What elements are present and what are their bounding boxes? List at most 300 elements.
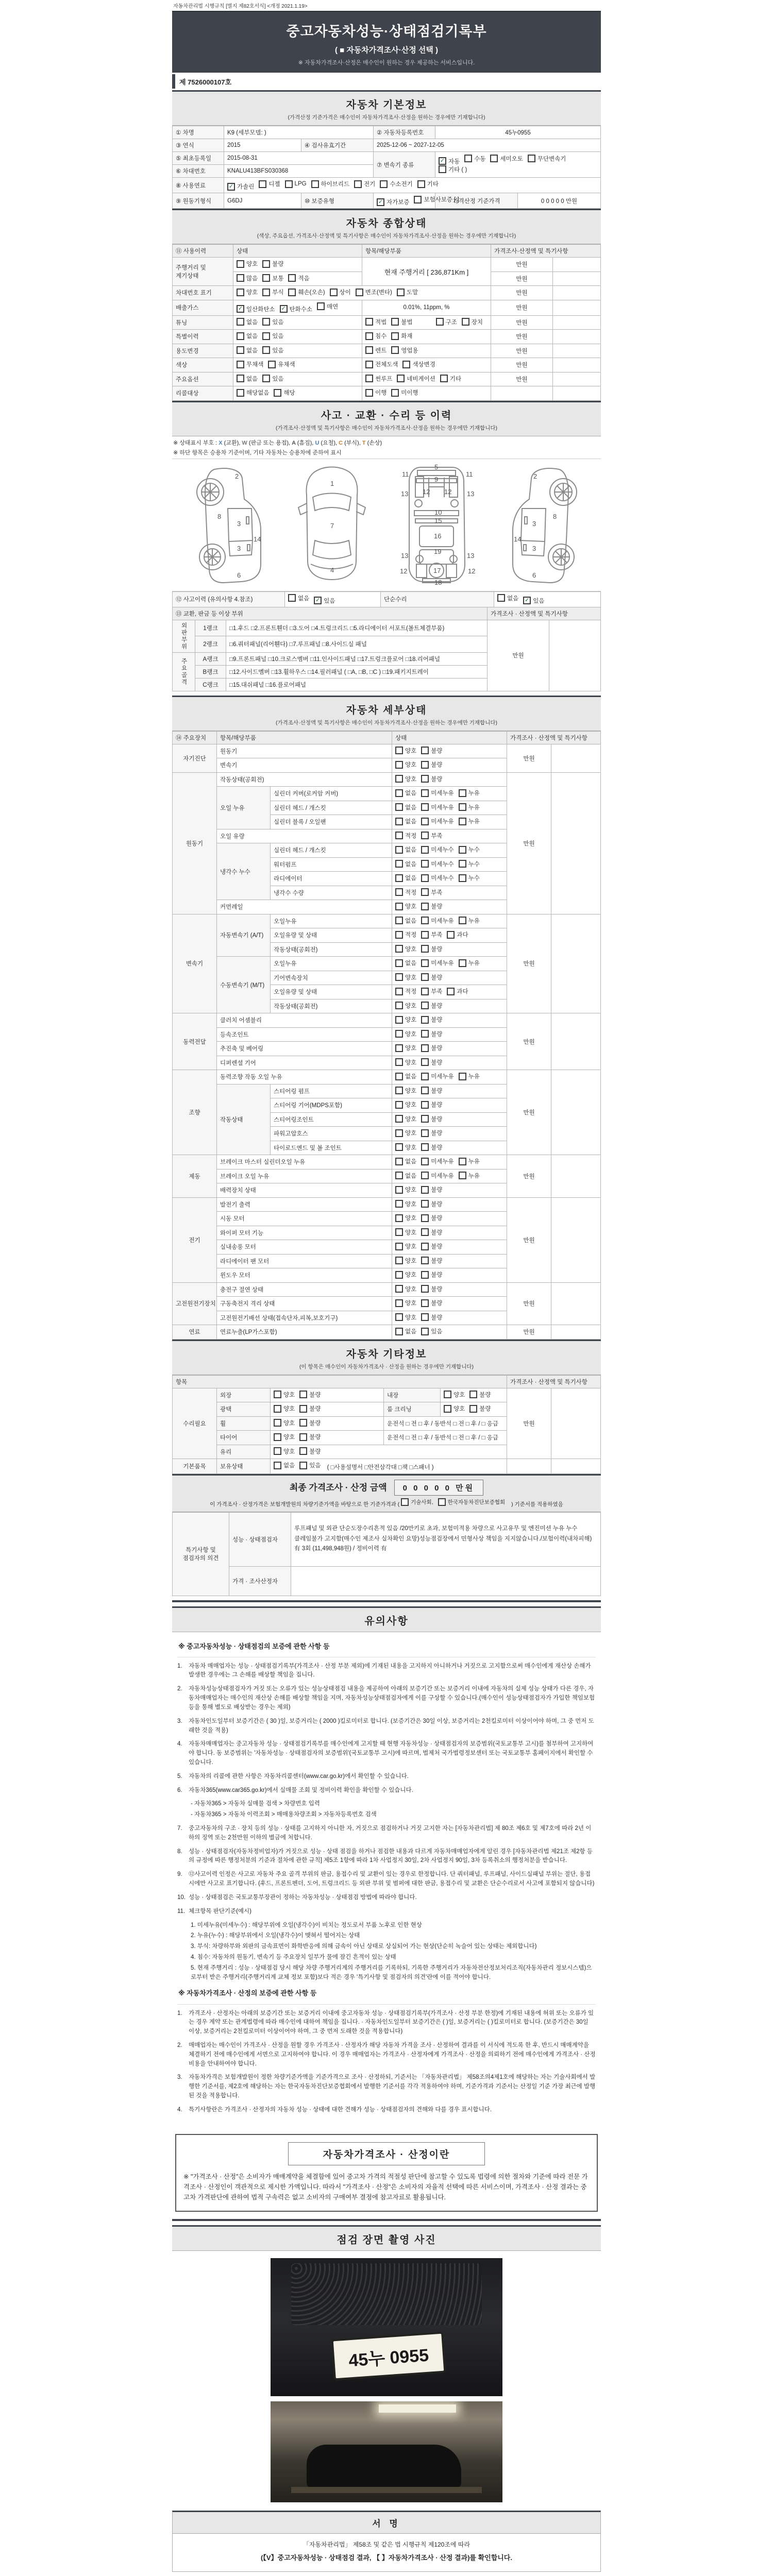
checkbox-box-icon[interactable] [421, 761, 429, 769]
checkbox-box-icon[interactable] [274, 1391, 281, 1398]
checkbox-box-icon[interactable] [237, 274, 244, 282]
checkbox-box-icon[interactable] [395, 931, 403, 939]
checkbox-box-icon[interactable] [274, 1419, 281, 1427]
checkbox-기타[interactable] [417, 180, 439, 188]
checkbox-누유[interactable] [459, 959, 480, 967]
checkbox-부족[interactable] [421, 888, 442, 896]
checkbox-box-icon[interactable] [237, 332, 244, 340]
checkbox-box-icon[interactable] [459, 959, 466, 967]
checkbox-불량[interactable] [421, 1044, 442, 1052]
checkbox-없음[interactable] [288, 594, 309, 602]
checkbox-box-icon[interactable] [421, 1186, 429, 1194]
checkbox-box-icon[interactable] [397, 375, 405, 382]
checkbox-box-icon[interactable]: ✓ [227, 183, 235, 191]
checkbox-box-icon[interactable] [447, 988, 455, 995]
checkbox-box-icon[interactable] [299, 1433, 307, 1441]
checkbox-탄화수소[interactable] [280, 305, 312, 313]
checkbox-불량[interactable] [421, 1030, 442, 1038]
checkbox-box-icon[interactable]: ✓ [523, 597, 531, 604]
checkbox-불량[interactable] [299, 1447, 321, 1455]
checkbox-box-icon[interactable] [274, 1433, 281, 1441]
checkbox-미세누유[interactable] [421, 789, 453, 797]
checkbox-box-icon[interactable]: ✓ [377, 198, 384, 206]
checkbox-box-icon[interactable] [365, 332, 373, 340]
checkbox-box-icon[interactable] [421, 1101, 429, 1109]
checkbox-LPG[interactable] [285, 180, 307, 188]
checkbox-box-icon[interactable] [311, 180, 319, 188]
checkbox-box-icon[interactable] [395, 1257, 403, 1264]
checkbox-box-icon[interactable] [395, 917, 403, 924]
checkbox-box-icon[interactable] [421, 1200, 429, 1208]
checkbox-불량[interactable] [421, 1058, 442, 1066]
checkbox-미세누수[interactable] [421, 860, 453, 868]
checkbox-적법[interactable] [365, 318, 386, 326]
checkbox-box-icon[interactable] [417, 180, 425, 188]
checkbox-box-icon[interactable] [421, 973, 429, 981]
checkbox-적음[interactable] [288, 274, 309, 282]
checkbox-없음[interactable] [274, 1461, 295, 1469]
checkbox-양호[interactable] [395, 1030, 416, 1038]
checkbox-불량[interactable] [299, 1391, 321, 1399]
checkbox-box-icon[interactable] [421, 1299, 429, 1307]
checkbox-box-icon[interactable] [464, 155, 472, 162]
checkbox-양호[interactable] [395, 1228, 416, 1236]
checkbox-누유[interactable] [459, 817, 480, 825]
checkbox-한국자동차진단보증협회[interactable] [438, 1498, 506, 1506]
checkbox-화재[interactable] [391, 332, 412, 340]
checkbox-box-icon[interactable] [421, 1044, 429, 1052]
checkbox-양호[interactable] [395, 945, 416, 953]
checkbox-box-icon[interactable] [421, 931, 429, 939]
checkbox-box-icon[interactable] [395, 803, 403, 811]
checkbox-box-icon[interactable] [299, 1462, 307, 1469]
checkbox-없음[interactable] [395, 845, 416, 854]
checkbox-box-icon[interactable] [268, 361, 276, 368]
checkbox-box-icon[interactable] [421, 846, 429, 854]
checkbox-box-icon[interactable] [395, 846, 403, 854]
checkbox-box-icon[interactable] [459, 1172, 466, 1179]
checkbox-box-icon[interactable] [395, 1158, 403, 1165]
checkbox-box-icon[interactable] [395, 860, 403, 868]
checkbox-없음[interactable] [395, 1172, 416, 1180]
checkbox-box-icon[interactable] [438, 1498, 446, 1506]
checkbox-양호[interactable] [395, 1299, 416, 1307]
checkbox-box-icon[interactable] [330, 289, 338, 296]
checkbox-box-icon[interactable] [421, 988, 429, 995]
checkbox-무채색[interactable] [237, 360, 263, 368]
checkbox-box-icon[interactable] [395, 1172, 403, 1179]
checkbox-box-icon[interactable] [395, 1313, 403, 1321]
checkbox-양호[interactable] [395, 1129, 416, 1137]
checkbox-미세누유[interactable] [421, 959, 453, 967]
checkbox-변조(변타)[interactable] [356, 288, 392, 296]
checkbox-있음[interactable] [314, 597, 335, 605]
checkbox-과다[interactable] [447, 930, 468, 939]
checkbox-box-icon[interactable] [436, 318, 444, 326]
checkbox-box-icon[interactable] [317, 302, 325, 310]
checkbox-box-icon[interactable] [447, 931, 455, 939]
checkbox-훼손(오손)[interactable] [288, 288, 325, 296]
checkbox-box-icon[interactable] [365, 389, 373, 397]
checkbox-box-icon[interactable] [421, 832, 429, 839]
checkbox-불량[interactable] [469, 1404, 491, 1413]
checkbox-box-icon[interactable] [237, 346, 244, 354]
checkbox-무단변속기[interactable] [528, 155, 566, 163]
checkbox-없음[interactable] [237, 318, 258, 326]
checkbox-box-icon[interactable] [459, 789, 466, 797]
checkbox-누유[interactable] [459, 789, 480, 797]
checkbox-없음[interactable] [395, 817, 416, 825]
checkbox-많음[interactable] [237, 274, 258, 282]
checkbox-box-icon[interactable] [421, 874, 429, 882]
checkbox-box-icon[interactable] [356, 289, 363, 296]
checkbox-box-icon[interactable] [262, 346, 270, 354]
checkbox-양호[interactable] [444, 1391, 465, 1399]
checkbox-box-icon[interactable] [237, 375, 244, 382]
checkbox-box-icon[interactable] [459, 803, 466, 811]
checkbox-없음[interactable] [395, 1327, 416, 1335]
checkbox-미세누유[interactable] [421, 1172, 453, 1180]
checkbox-적정[interactable] [395, 832, 416, 840]
checkbox-box-icon[interactable] [299, 1391, 307, 1398]
checkbox-불량[interactable] [421, 1214, 442, 1222]
checkbox-box-icon[interactable] [459, 1073, 466, 1080]
checkbox-box-icon[interactable] [421, 803, 429, 811]
checkbox-box-icon[interactable] [395, 789, 403, 797]
checkbox-불량[interactable] [421, 760, 442, 769]
checkbox-box-icon[interactable] [421, 1214, 429, 1222]
checkbox-box-icon[interactable] [459, 860, 466, 868]
checkbox-미세누수[interactable] [421, 874, 453, 882]
checkbox-box-icon[interactable] [395, 888, 403, 896]
checkbox-box-icon[interactable] [365, 361, 373, 368]
checkbox-누유[interactable] [459, 1157, 480, 1165]
checkbox-box-icon[interactable] [444, 1405, 451, 1413]
checkbox-box-icon[interactable] [469, 1405, 477, 1413]
checkbox-box-icon[interactable] [288, 289, 296, 296]
checkbox-box-icon[interactable] [395, 1143, 403, 1151]
checkbox-전체도색[interactable] [365, 360, 398, 368]
checkbox-box-icon[interactable] [395, 832, 403, 839]
checkbox-box-icon[interactable] [395, 1243, 403, 1250]
checkbox-box-icon[interactable] [395, 1129, 403, 1137]
checkbox-box-icon[interactable] [395, 874, 403, 882]
checkbox-불량[interactable] [421, 1100, 442, 1109]
checkbox-불량[interactable] [421, 1185, 442, 1194]
checkbox-box-icon[interactable] [395, 988, 403, 995]
checkbox-과다[interactable] [447, 987, 468, 995]
checkbox-양호[interactable] [395, 1257, 416, 1265]
checkbox-box-icon[interactable] [421, 1016, 429, 1024]
checkbox-box-icon[interactable] [274, 1405, 281, 1413]
checkbox-box-icon[interactable] [395, 1299, 403, 1307]
checkbox-box-icon[interactable] [395, 1214, 403, 1222]
checkbox-box-icon[interactable] [395, 1228, 403, 1236]
checkbox-box-icon[interactable] [237, 361, 244, 368]
checkbox-box-icon[interactable] [391, 332, 399, 340]
checkbox-있음[interactable] [262, 332, 283, 340]
checkbox-box-icon[interactable] [421, 789, 429, 797]
checkbox-불량[interactable] [421, 1313, 442, 1321]
checkbox-box-icon[interactable] [365, 346, 373, 354]
checkbox-box-icon[interactable] [395, 1328, 403, 1335]
checkbox-불량[interactable] [421, 1257, 442, 1265]
checkbox-불량[interactable] [299, 1419, 321, 1427]
checkbox-침수[interactable] [365, 332, 386, 340]
checkbox-도말[interactable] [397, 288, 418, 296]
checkbox-누수[interactable] [459, 874, 480, 882]
checkbox-양호[interactable] [395, 1115, 416, 1123]
checkbox-양호[interactable] [395, 1200, 416, 1208]
checkbox-box-icon[interactable] [401, 1498, 409, 1506]
checkbox-미세누유[interactable] [421, 817, 453, 825]
checkbox-불량[interactable] [421, 1087, 442, 1095]
checkbox-box-icon[interactable] [421, 775, 429, 783]
checkbox-적정[interactable] [395, 987, 416, 995]
checkbox-불량[interactable] [421, 1228, 442, 1236]
checkbox-box-icon[interactable] [395, 903, 403, 910]
checkbox-box-icon[interactable] [421, 860, 429, 868]
checkbox-부족[interactable] [421, 987, 442, 995]
checkbox-없음[interactable] [395, 860, 416, 868]
checkbox-box-icon[interactable] [421, 959, 429, 967]
checkbox-없음[interactable] [395, 789, 416, 797]
checkbox-불량[interactable] [421, 1015, 442, 1024]
checkbox-box-icon[interactable] [354, 180, 362, 188]
checkbox-box-icon[interactable]: ✓ [280, 305, 288, 313]
checkbox-불량[interactable] [421, 1143, 442, 1151]
checkbox-box-icon[interactable] [421, 1228, 429, 1236]
checkbox-미세누수[interactable] [421, 845, 453, 854]
checkbox-box-icon[interactable] [421, 818, 429, 825]
checkbox-구조[interactable] [436, 318, 457, 326]
checkbox-양호[interactable] [395, 1313, 416, 1321]
checkbox-불량[interactable] [421, 1299, 442, 1307]
checkbox-box-icon[interactable] [395, 1044, 403, 1052]
checkbox-불량[interactable] [299, 1404, 321, 1413]
checkbox-기타[interactable] [440, 375, 461, 383]
checkbox-box-icon[interactable] [421, 1243, 429, 1250]
checkbox-양호[interactable] [395, 1214, 416, 1222]
checkbox-box-icon[interactable] [237, 289, 244, 296]
checkbox-box-icon[interactable] [421, 1257, 429, 1264]
checkbox-box-icon[interactable] [421, 1073, 429, 1080]
checkbox-미세누유[interactable] [421, 803, 453, 811]
checkbox-box-icon[interactable] [421, 903, 429, 910]
checkbox-렌트[interactable] [365, 346, 386, 354]
checkbox-불량[interactable] [262, 260, 283, 268]
checkbox-box-icon[interactable] [395, 1073, 403, 1080]
checkbox-box-icon[interactable] [395, 945, 403, 953]
checkbox-box-icon[interactable] [395, 1016, 403, 1024]
checkbox-box-icon[interactable] [421, 1058, 429, 1066]
checkbox-box-icon[interactable] [395, 761, 403, 769]
checkbox-box-icon[interactable] [395, 1087, 403, 1094]
checkbox-box-icon[interactable] [395, 1186, 403, 1194]
checkbox-없음[interactable] [395, 803, 416, 811]
checkbox-불량[interactable] [421, 1129, 442, 1137]
checkbox-없음[interactable] [237, 375, 258, 383]
checkbox-box-icon[interactable] [395, 1002, 403, 1009]
checkbox-있음[interactable] [262, 318, 283, 326]
checkbox-없음[interactable] [395, 959, 416, 967]
checkbox-box-icon[interactable] [262, 375, 270, 382]
checkbox-box-icon[interactable] [395, 959, 403, 967]
checkbox-불량[interactable] [421, 1200, 442, 1208]
checkbox-box-icon[interactable] [395, 1101, 403, 1109]
checkbox-있음[interactable] [262, 346, 283, 354]
checkbox-box-icon[interactable] [421, 1285, 429, 1293]
checkbox-box-icon[interactable] [299, 1447, 307, 1455]
checkbox-box-icon[interactable] [444, 1391, 451, 1398]
checkbox-보통[interactable] [262, 274, 283, 282]
checkbox-누유[interactable] [459, 1172, 480, 1180]
checkbox-부족[interactable] [421, 930, 442, 939]
checkbox-미세누유[interactable] [421, 1072, 453, 1080]
checkbox-부식[interactable] [262, 288, 283, 296]
checkbox-box-icon[interactable] [262, 289, 270, 296]
checkbox-box-icon[interactable] [237, 389, 244, 397]
checkbox-수동[interactable] [464, 155, 485, 163]
checkbox-양호[interactable] [395, 1143, 416, 1151]
checkbox-box-icon[interactable] [259, 180, 266, 188]
checkbox-box-icon[interactable] [402, 361, 410, 368]
checkbox-가솔린[interactable] [227, 182, 254, 191]
checkbox-box-icon[interactable] [395, 1271, 403, 1279]
checkbox-box-icon[interactable] [395, 1200, 403, 1208]
checkbox-없음[interactable] [395, 1157, 416, 1165]
checkbox-해당[interactable] [274, 388, 295, 397]
checkbox-양호[interactable] [274, 1447, 295, 1455]
checkbox-미세누유[interactable] [421, 917, 453, 925]
checkbox-양호[interactable] [395, 747, 416, 755]
checkbox-box-icon[interactable] [262, 318, 270, 326]
checkbox-불량[interactable] [421, 945, 442, 953]
checkbox-box-icon[interactable] [421, 917, 429, 924]
checkbox-box-icon[interactable] [421, 1129, 429, 1137]
checkbox-양호[interactable] [395, 1242, 416, 1250]
checkbox-box-icon[interactable] [421, 945, 429, 953]
checkbox-유채색[interactable] [268, 360, 295, 368]
checkbox-자동[interactable] [439, 157, 460, 165]
checkbox-양호[interactable] [237, 288, 258, 296]
checkbox-box-icon[interactable]: ✓ [314, 597, 322, 604]
checkbox-box-icon[interactable] [469, 1391, 477, 1398]
checkbox-box-icon[interactable] [421, 1172, 429, 1179]
checkbox-양호[interactable] [395, 1058, 416, 1066]
checkbox-일산화탄소[interactable] [237, 305, 275, 313]
checkbox-box-icon[interactable] [262, 274, 270, 282]
checkbox-적정[interactable] [395, 888, 416, 896]
checkbox-적정[interactable] [395, 930, 416, 939]
checkbox-미이행[interactable] [391, 388, 418, 397]
checkbox-불량[interactable] [421, 902, 442, 910]
checkbox-없음[interactable] [237, 332, 258, 340]
checkbox-해당없음[interactable] [237, 388, 269, 397]
checkbox-불량[interactable] [421, 1002, 442, 1010]
checkbox-있음[interactable] [262, 375, 283, 383]
checkbox-불량[interactable] [421, 1115, 442, 1123]
checkbox-box-icon[interactable] [421, 1143, 429, 1151]
checkbox-box-icon[interactable] [421, 747, 429, 754]
checkbox-양호[interactable] [395, 1015, 416, 1024]
checkbox-box-icon[interactable] [421, 1002, 429, 1009]
checkbox-box-icon[interactable] [421, 888, 429, 896]
checkbox-불량[interactable] [421, 747, 442, 755]
checkbox-양호[interactable] [395, 1270, 416, 1279]
checkbox-box-icon[interactable] [395, 1115, 403, 1123]
checkbox-양호[interactable] [395, 1100, 416, 1109]
checkbox-box-icon[interactable] [421, 1328, 429, 1335]
checkbox-box-icon[interactable] [395, 973, 403, 981]
checkbox-디젤[interactable] [259, 180, 280, 188]
checkbox-box-icon[interactable] [395, 1285, 403, 1293]
checkbox-box-icon[interactable] [440, 375, 448, 382]
checkbox-불량[interactable] [469, 1391, 491, 1399]
checkbox-box-icon[interactable] [439, 165, 446, 173]
checkbox-미세누유[interactable] [421, 1157, 453, 1165]
checkbox-불량[interactable] [421, 775, 442, 783]
checkbox-box-icon[interactable]: ✓ [237, 305, 244, 313]
checkbox-box-icon[interactable] [274, 1462, 281, 1469]
checkbox-기타 ( )[interactable] [439, 165, 467, 174]
checkbox-box-icon[interactable] [459, 917, 466, 924]
checkbox-썬루프[interactable] [365, 375, 392, 383]
checkbox-box-icon[interactable] [397, 289, 405, 296]
checkbox-없음[interactable] [395, 917, 416, 925]
checkbox-있음[interactable] [299, 1461, 321, 1469]
checkbox-box-icon[interactable] [365, 375, 373, 382]
checkbox-누유[interactable] [459, 1072, 480, 1080]
checkbox-box-icon[interactable] [274, 1447, 281, 1455]
checkbox-불량[interactable] [299, 1433, 321, 1441]
checkbox-양호[interactable] [395, 1044, 416, 1052]
checkbox-불법[interactable] [391, 318, 412, 326]
checkbox-양호[interactable] [395, 760, 416, 769]
checkbox-box-icon[interactable] [262, 332, 270, 340]
checkbox-box-icon[interactable] [262, 260, 270, 268]
checkbox-box-icon[interactable] [237, 260, 244, 268]
checkbox-없음[interactable] [395, 1072, 416, 1080]
checkbox-box-icon[interactable] [459, 1158, 466, 1165]
checkbox-있음[interactable] [421, 1327, 442, 1335]
checkbox-box-icon[interactable] [299, 1405, 307, 1413]
checkbox-box-icon[interactable] [391, 318, 399, 326]
checkbox-box-icon[interactable] [459, 874, 466, 882]
checkbox-box-icon[interactable] [395, 818, 403, 825]
checkbox-불량[interactable] [421, 973, 442, 981]
checkbox-양호[interactable] [395, 1087, 416, 1095]
checkbox-없음[interactable] [237, 346, 258, 354]
checkbox-box-icon[interactable] [299, 1419, 307, 1427]
checkbox-box-icon[interactable] [414, 196, 422, 204]
checkbox-누수[interactable] [459, 845, 480, 854]
checkbox-box-icon[interactable] [391, 346, 399, 354]
checkbox-수소전기[interactable] [380, 180, 412, 188]
checkbox-양호[interactable] [395, 902, 416, 910]
checkbox-box-icon[interactable] [395, 747, 403, 754]
checkbox-영업용[interactable] [391, 346, 418, 354]
checkbox-box-icon[interactable] [274, 389, 281, 397]
checkbox-이행[interactable] [365, 388, 386, 397]
checkbox-양호[interactable] [274, 1391, 295, 1399]
checkbox-누수[interactable] [459, 860, 480, 868]
checkbox-양호[interactable] [274, 1404, 295, 1413]
checkbox-box-icon[interactable] [528, 155, 535, 162]
checkbox-box-icon[interactable] [380, 180, 388, 188]
checkbox-box-icon[interactable] [421, 1030, 429, 1038]
checkbox-불량[interactable] [421, 1285, 442, 1293]
